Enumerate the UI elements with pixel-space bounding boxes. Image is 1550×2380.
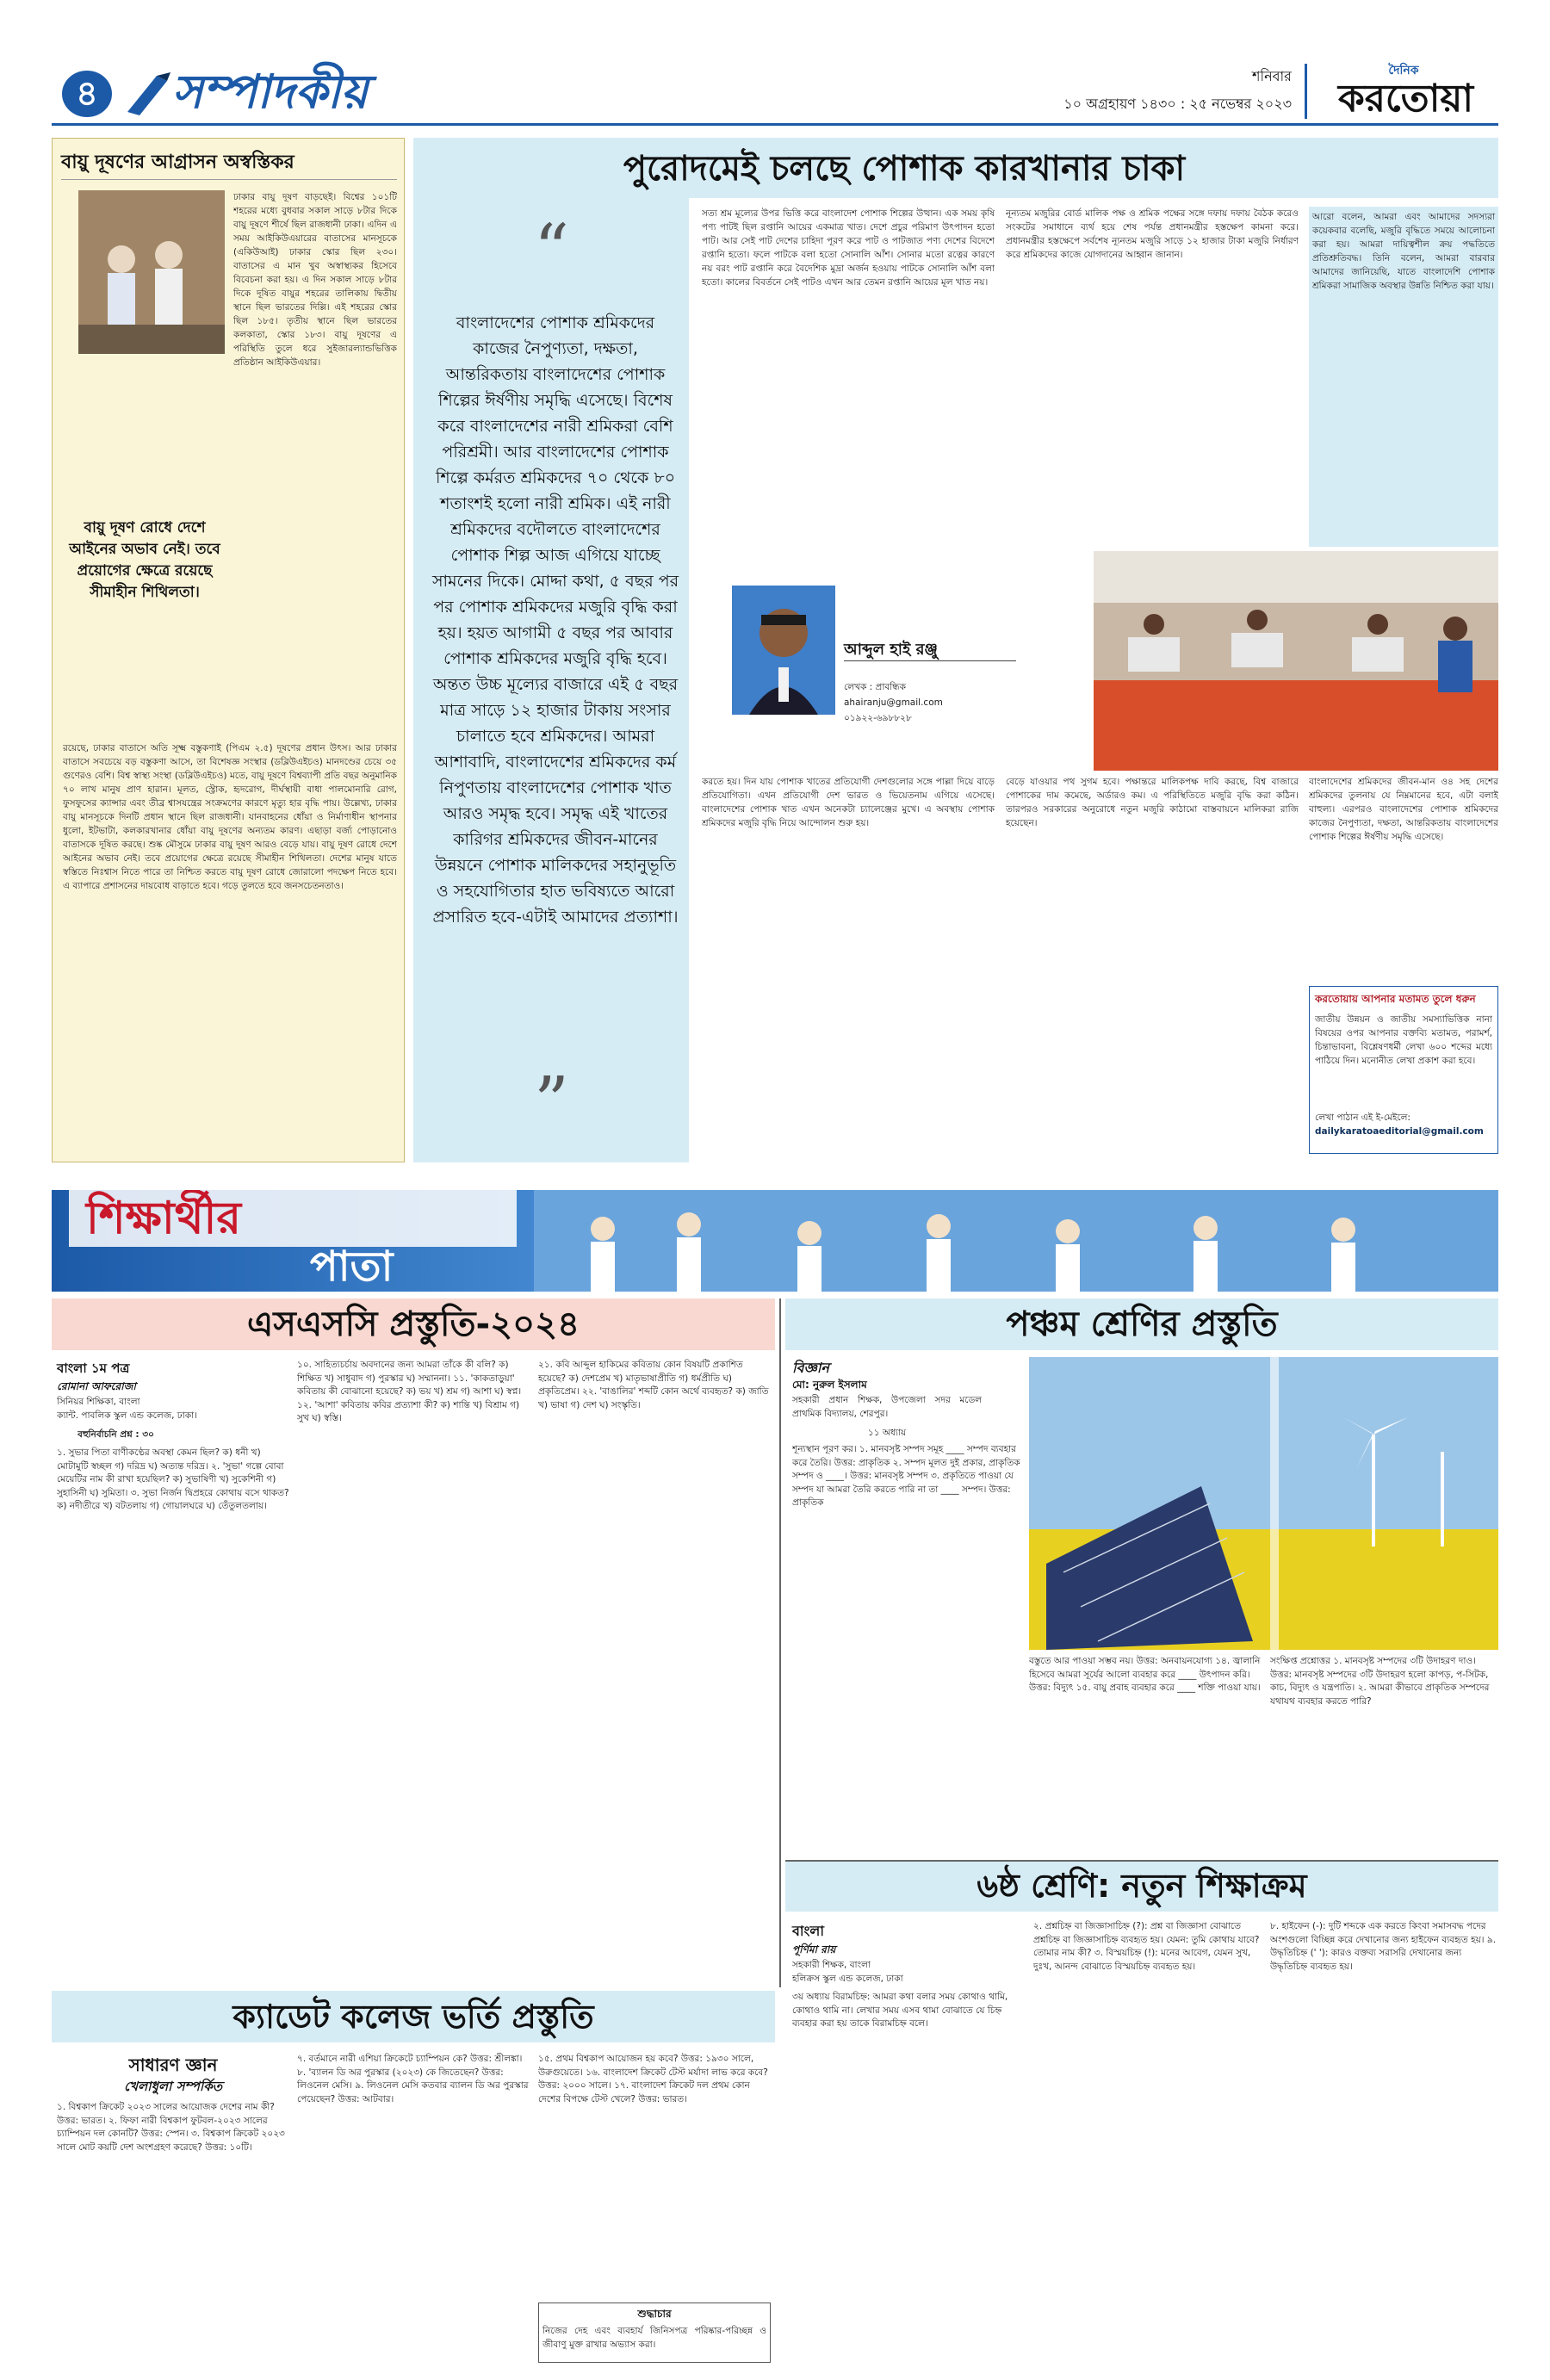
class5-questions-col2: বস্তুতে আর পাওয়া সম্ভব নয়। উত্তর: অনবায়নযোগ্য ১৪. জ্বালানি হিসেবে আমরা সূর্যের আলো ব্যবহার করে ____ উৎপাদন করি। উত্তর: বিদ্যুৎ ১৫. বায়ু প্রবাহ ব্যবহার করে ____ শক্তি পাওয়া যায়। xyxy=(1029,1656,1261,1693)
erratum-body: নিজের দেহ এবং ব্যবহার্য জিনিসপত্র পরিষ্কার-পরিচ্ছন্ন ও জীবাণু মুক্ত রাখার অভ্যাস করা। xyxy=(542,2326,766,2350)
ssc-subject: বাংলা ১ম পত্র xyxy=(57,1360,130,1376)
quote-open-icon: “ xyxy=(534,209,569,289)
editorial-col2: রয়েছে, ঢাকার বাতাসে অতি সূক্ষ্ম বস্তুকণাই (পিএম ২.৫) দূষণের প্রধান উৎস। আর ঢাকার বাতাসে সবচেয়ে বড় বস্তুকণা আসে, তা বিশেষজ্ঞ সংস্থার (ডব্লিউএইচও) মানদণ্ডের চেয়ে ৩৫ গুণেরও বেশি। বিশ্ব স্বাস্থ্য সংস্থা (ডব্লিউএইচও) মতে, বায়ু দূষণে বিশ্বব্যাপী প্রতি বছর অনুমানিক ৭০ লাখ মানুষ প্রাণ হারান। মূলত, স্ট্রোক, হৃদরোগ, দীর্ঘস্থায়ী বাধা পালমোনারি রোগ, ফুসফুসের ক্যান্সার এবং তীব্র শ্বাসযন্ত্রের সংক্রমণের কারণে মৃত্যু হার বৃদ্ধি পায়। উল্লেখ্য, ঢাকার বায়ু মানসূচকে দিনটি প্রধান স্থানে ছিল রাজধানী। যানবাহনের ধোঁয়া ও নির্মাণাধীন স্থাপনার ধুলো, ইটভাটা, কলকারখানার ধোঁয়া বায়ু দূষণের অন্যতম কারণ। এছাড়া বর্জ্য পোড়ানোও বাতাসকে দূষিত করছে। শুষ্ক মৌসুমে ঢাকার বায়ু দূষণ আরও বেড়ে যায়। বায়ু দূষণ রোধে দেশে আইনের অভাব নেই। তবে প্রয়োগের ক্ষেত্রে রয়েছে সীমাহীন শিথিলতা। দেশের মানুষ যাতে স্বস্তিতে নিঃশ্বাস নিতে পারে তা নিশ্চিত করতে বায়ু দূষণ রোধে জোরালো পদক্ষেপ নিতে হবে। এ ব্যাপারে প্রশাসনের দায়বোধ বাড়াতে হবে। গড়ে তুলতে হবে জনসচেতনতাও। xyxy=(63,743,397,891)
masthead-divider xyxy=(1305,64,1307,119)
editorial-col1: ঢাকার বায়ু দূষণ বাড়ছেই। বিশ্বের ১০১টি শহরের মধ্যে বুধবার সকাল সাড়ে ৮টার দিকে বায়ু দূষণে শীর্ষে ছিল রাজধানী ঢাকা। এদিন এ সময় আইকিউএয়ারের বাতাসের মানসূচকে (একিউআই) ঢাকার স্কোর ছিল ২৩০। বাতাসের এ মান খুব অস্বাস্থ্যকর হিসেবে বিবেচনা করা হয়। এ দিন সকাল সাড়ে ৮টার দিকে দূষিত বায়ুর শহরের তালিকায় দ্বিতীয় স্থানে ছিল ভারতের দিল্লি। এই শহরের স্কোর ছিল ১৮৫। তৃতীয় স্থানে ছিল ভারতের কলকাতা, স্কোর ১৮৩। বায়ু দূষণের এ পরিস্থিতি তুলে ধরে সুইজারল্যান্ডভিত্তিক প্রতিষ্ঠান আইকিউএয়ার। xyxy=(233,192,397,368)
page-number-badge: ৪ xyxy=(62,71,112,117)
editorial-box xyxy=(52,138,405,1162)
ssc-title: এসএসসি প্রস্তুতি-২০২৪ xyxy=(246,1305,580,1344)
ssc-questions-col3: ২১. কবি আব্দুল হাকিমের কবিতায় কোন বিষয়টি প্রকাশিত হয়েছে? ক) দেশপ্রেম খ) মাতৃভাষাপ্রীতি গ) ধর্মপ্রীতি ঘ) প্রকৃতিপ্রেম। ২২. 'বাঙালির' শব্দটি কোন অর্থে ব্যবহৃত? ক) জাতি খ) ভাষা গ) দেশ ঘ) সংস্কৃতি। xyxy=(538,1360,769,1410)
feedback-box xyxy=(1309,986,1498,1154)
banner-title-2: পাতা xyxy=(310,1243,394,1291)
cadet-subject: সাধারণ জ্ঞান xyxy=(128,2055,218,2075)
class5-chapter: ১১ অধ্যায় xyxy=(867,1428,907,1438)
class5-questions-col1: শূন্যস্থান পূরণ কর। ১. মানবসৃষ্ট সম্পদ সমূহ ____ সম্পদ ব্যবহার করে তৈরি। উত্তর: প্রাকৃতিক ২. সম্পদ মূলত দুই প্রকার, প্রাকৃতিক সম্পদ ও ____। উত্তর: মানবসৃষ্ট সম্পদ ৩. প্রকৃতিতে পাওয়া যে সম্পদ যা আমরা তৈরি করতে পারি না তা ____ সম্পদ। উত্তর: প্রাকৃতিক xyxy=(792,1444,1020,1508)
editorial-photo xyxy=(78,190,225,354)
class5-subject: বিজ্ঞান xyxy=(792,1360,829,1376)
section-title: সম্পাদকীয় xyxy=(172,65,369,119)
author-phone: ০১৯২২-৬৯৮৮২৮ xyxy=(844,713,912,723)
editorial-title: বায়ু দূষণের আগ্রাসন অস্বস্তিকর xyxy=(61,146,397,180)
ssc-school: ক্যান্ট. পাবলিক স্কুল এন্ড কলেজ, ঢাকা। xyxy=(57,1410,197,1421)
feedback-email[interactable]: dailykaratoaeditorial@gmail.com xyxy=(1315,1126,1484,1137)
class6-questions-col1: ৩য় অধ্যায় বিরামচিহ্ন: আমরা কথা বলার সময় কোথাও থামি, কোথাও থামি না। লেখার সময় এসব থামা বোঝাতে যে চিহ্ন ব্যবহার করা হয় তাকে বিরামচিহ্ন বলে। xyxy=(792,1992,1008,2029)
class6-teacher: পূর্ণিমা রায় xyxy=(792,1943,836,1955)
article-body-col4: করতে হয়। দিন যায় পোশাক খাতের প্রতিযোগী দেশগুলোর সঙ্গে পাল্লা দিয়ে বাড়ে প্রতিযোগিতা। এখন প্রতিযোগী দেশ ভারত ও ভিয়েতনাম এগিয়ে এসেছে। বাংলাদেশের পোশাক খাত এখন অনেকটা চ্যালেঞ্জের মুখে। এ অবস্থায় পোশাক শ্রমিকদের মজুরি বৃদ্ধি নিয়ে আন্দোলন শুরু হয়। xyxy=(702,777,995,828)
masthead-date: ১০ অগ্রহায়ণ ১৪৩০ : ২৫ নভেম্বর ২০২৩ xyxy=(1063,96,1292,112)
cadet-topic: খেলাধুলা সম্পর্কিত xyxy=(124,2079,222,2094)
ssc-divider xyxy=(779,1298,781,1987)
author-photo xyxy=(732,586,835,715)
banner-title-1: শিক্ষার্থীর xyxy=(69,1190,517,1247)
author-role: লেখক : প্রাবন্ধিক xyxy=(844,682,906,692)
author-name: আব্দুল হাই রঞ্জু xyxy=(844,637,1016,661)
class6-subject: বাংলা xyxy=(792,1923,824,1939)
banner-photo-strip xyxy=(534,1190,1498,1292)
article-body-col5: বেড়ে যাওয়ার পথ সুগম হবে। পক্ষান্তরে মালিকপক্ষ দাবি করছে, বিশ্ব বাজারে পোশাকের দাম কমেছে, অর্ডারও কম। এ পরিস্থিতিতে মজুরি বৃদ্ধি করা কঠিন। তারপরও সরকারের অনুরোধে নতুন মজুরি কাঠামো বাস্তবায়নে মালিকরা রাজি হয়েছেন। xyxy=(1006,777,1299,828)
quote-close-icon: ” xyxy=(534,1062,569,1142)
article-box xyxy=(413,138,1498,1162)
ssc-section-label: বহুনির্বাচনি প্রশ্ন : ৩০ xyxy=(78,1429,154,1440)
class5-title: পঞ্চম শ্রেণির প্রস্তুতি xyxy=(1006,1305,1278,1344)
article-headline: পুরোদমেই চলছে পোশাক কারখানার চাকা xyxy=(623,149,1186,189)
ssc-teacher-role: সিনিয়র শিক্ষিকা, বাংলা xyxy=(57,1397,140,1407)
cadet-questions-col2: ৭. বর্তমানে নারী এশিয়া ক্রিকেটে চ্যাম্পিয়ন কে? উত্তর: শ্রীলঙ্কা। ৮. 'ব্যালন ডি অর পুরস্কার (২০২৩) কে জিতেছেন? উত্তর: লিওনেল মেসি। ৯. লিওনেল মেসি কতবার ব্যালন ডি অর পুরস্কার পেয়েছেন? উত্তর: আটবার। xyxy=(297,2054,529,2104)
class6-questions-col3: ৮. হাইফেন (-): দুটি শব্দকে এক করতে কিংবা সমাসবদ্ধ পদের অংশগুলো বিচ্ছিন্ন করে দেখানোর জন্য হাইফেন ব্যবহৃত হয়। ৯. উদ্ধৃতিচিহ্ন (' '): কারও বক্তব্য সরাসরি দেখানোর জন্য উদ্ধৃতিচিহ্ন ব্যবহৃত হয়। xyxy=(1270,1921,1497,1972)
ssc-questions-col2: ১০. সাহিত্যচর্চায় অবদানের জন্য আমরা তাঁকে কী বলি? ক) শিক্ষিত খ) সাধুবাদ গ) পুরস্কার ঘ) সম্মাননা। ১১. 'কাকতাড়ুয়া' কবিতায় কী বোঝানো হয়েছে? ক) ভয় খ) শ্রম গ) আশা ঘ) স্বপ্ন। ১২. 'আশা' কবিতায় কবির প্রত্যাশা কী? ক) শান্তি খ) বিশ্রাম গ) সুখ ঘ) স্বস্তি। xyxy=(297,1360,522,1423)
class6-school: হলিক্রস স্কুল এন্ড কলেজ, ঢাকা xyxy=(792,1974,903,1984)
renewable-energy-photo xyxy=(1029,1357,1498,1650)
masthead xyxy=(52,59,1498,126)
pen-nib-icon xyxy=(121,67,172,119)
class5-teacher: মো: নুরুল ইসলাম xyxy=(792,1379,867,1391)
feedback-title: করতোয়ায় আপনার মতামত তুলে ধরুন xyxy=(1315,993,1476,1005)
feedback-email-label: লেখা পাঠান এই ই-মেইলে: xyxy=(1315,1113,1410,1123)
ssc-teacher: রোমানা আফরোজা xyxy=(57,1380,136,1392)
cadet-questions-col3: ১৫. প্রথম বিশ্বকাপ আয়োজন হয় কবে? উত্তর: ১৯৩০ সালে, উরুগুয়েতে। ১৬. বাংলাদেশ ক্রিকেট টেস্ট মর্যাদা লাভ করে কবে? উত্তর: ২০০০ সালে। ১৭. বাংলাদেশ ক্রিকেট দল প্রথম কোন দেশের বিপক্ষে টেস্ট খেলে? উত্তর: ভারত। xyxy=(538,2054,768,2104)
article-pull-quote: বাংলাদেশের পোশাক শ্রমিকদের কাজের নৈপুণ্যতা, দক্ষতা, আন্তরিকতায় বাংলাদেশের পোশাক শিল্পের ঈর্ষণীয় সমৃদ্ধি এসেছে। বিশেষ করে বাংলাদেশের নারী শ্রমিকরা বেশি পরিশ্রমী। আর বাংলাদেশের পোশাক শিল্পে কর্মরত শ্রমিকদের ৭০ থেকে ৮০ শতাংশই হলো নারী শ্রমিক। এই নারী শ্রমিকদের বদৌলতে বাংলাদেশের পোশাক শিল্প আজ এগিয়ে যাচ্ছে সামনের দিকে। মোদ্দা কথা, ৫ বছর পর পর পোশাক শ্রমিকদের মজুরি বৃদ্ধি করা হয়। হয়ত আগামী ৫ বছর পর আবার পোশাক শ্রমিকদের মজুরি বৃদ্ধি হবে। অন্তত উচ্চ মূল্যের বাজারে এই ৫ বছর মাত্র সাড়ে ১২ হাজার টাকায় সংসার চালাতে হবে শ্রমিকদের। আমরা আশাবাদি, বাংলাদেশের শ্রমিকদের কর্ম নিপুণতায় বাংলাদেশের পোশাক খাত আরও সমৃদ্ধ হবে। সমৃদ্ধ এই খাতের কারিগর শ্রমিকদের জীবন-মানের উন্নয়নে পোশাক মালিকদের সহানুভূতি ও সহযোগিতার হাত ভবিষ্যতে আরো প্রসারিত হবে-এটাই আমাদের প্রত্যাশা। xyxy=(431,313,679,927)
class5-teacher-role: সহকারী প্রধান শিক্ষক, উপজেলা সদর মডেল প্রাথমিক বিদ্যালয়, শেরপুর। xyxy=(792,1395,982,1419)
article-body-col2: নূন্যতম মজুরির বোর্ড মালিক পক্ষ ও শ্রমিক পক্ষের সঙ্গে দফায় দফায় বৈঠক করেও সংকটের সমাধানে ব্যর্থ হয়ে শেষ পর্যন্ত প্রধানমন্ত্রীর হস্তক্ষেপ কামনা করে। প্রধানমন্ত্রীর হস্তক্ষেপে সর্বশেষ ন্যূনতম মজুরি সাড়ে ১২ হাজার টাকা মজুরি নির্ধারণ করে শ্রমিকদের কাজে যোগদানের আহ্বান জানান। xyxy=(1006,208,1299,260)
ssc-questions-col1: ১. সুভার পিতা বাণীকণ্ঠের অবস্থা কেমন ছিল? ক) ধনী খ) মোটামুটি স্বচ্ছল গ) দরিদ্র ঘ) অত্যন্ত দরিদ্র। ২. 'সুভা' গল্পে বোবা মেয়েটির নাম কী রাখা হয়েছিল? ক) সুভাষিণী খ) সুকেশিনী গ) সুহাসিনী ঘ) সুমিতা। ৩. সুভা নির্জন দ্বিপ্রহরে কোথায় বসে থাকত? ক) নদীতীরে খ) বটতলায় গ) গোয়ালঘরে ঘ) তেঁতুলতলায়। xyxy=(57,1447,289,1511)
erratum-box xyxy=(538,2303,771,2363)
article-body-col1: সত্য শ্রম মূল্যের উপর ভিত্তি করে বাংলাদেশ পোশাক শিল্পের উত্থান। এক সময় কৃষি পণ্য পাটই ছিল রপ্তানি আয়ের একমাত্র খাত। দেশে প্রচুর পরিমাণ উৎপাদন হতো পাট। আর সেই পাট দেশের চাহিদা পূরণ করে পাট ও পাটজাত পণ্য দেশের বিদেশে রপ্তানি হতো। ফলে পাটকে বলা হতো সোনালি আঁশ। সোনার মতো রত্নের কারণে নয় বরং পাট রপ্তানি করে বৈদেশিক মুদ্রা অর্জন হওয়ায় পাটকে সোনালি আঁশ বলা হতো। কালের বিবর্তনে সেই পাটও এখন আর তেমন রপ্তানি আয়ের মূল খাত নয়। xyxy=(702,208,995,288)
article-body-col6: বাংলাদেশের শ্রমিকদের জীবন-মান ও৪ সহ দেশের শ্রমিকদের তুলনায় যে নিম্নমানের হবে, এটা বলাই বাহুল্য। এরপরও বাংলাদেশের পোশাক শ্রমিকদের কাজের নৈপুণ্যতা, দক্ষতা, আন্তরিকতায় বাংলাদেশের পোশাক শিল্পের ঈর্ষণীয় সমৃদ্ধি এসেছে। xyxy=(1309,777,1498,842)
author-email: ahairanju@gmail.com xyxy=(844,697,943,708)
newspaper-label-small: দৈনিক xyxy=(1388,64,1419,77)
class5-questions-col3: সংক্ষিপ্ত প্রশ্নোত্তর ১. মানবসৃষ্ট সম্পদের ৩টি উদাহরণ দাও। উত্তর: মানবসৃষ্ট সম্পদের ৩টি উদাহরণ হলো কাপড়, প-সিটক, কাচ, বিদ্যুৎ ও যন্ত্রপাতি। ২. আমরা কীভাবে প্রাকৃতিক সম্পদের যথাযথ ব্যবহার করতে পারি? xyxy=(1270,1656,1490,1707)
editorial-pull-quote: বায়ু দূষণ রোধে দেশে আইনের অভাব নেই। তবে প্রয়োগের ক্ষেত্রে রয়েছে সীমাহীন শিথিলতা। xyxy=(69,519,220,601)
garment-factory-photo xyxy=(1094,551,1498,771)
class6-questions-col2: ২. প্রশ্নচিহ্ন বা জিজ্ঞাসাচিহ্ন (?): প্রশ্ন বা জিজ্ঞাসা বোঝাতে প্রশ্নচিহ্ন বা জিজ্ঞাসাচিহ্ন ব্যবহৃত হয়। যেমন: তুমি কোথায় যাবে? তোমার নাম কী? ৩. বিস্ময়চিহ্ন (!): মনের আবেগ, যেমন সুখ, দুঃখ, আনন্দ বোঝাতে বিস্ময়চিহ্ন ব্যবহৃত হয়। xyxy=(1033,1921,1260,1972)
erratum-title: শুদ্ধাচার xyxy=(637,2308,672,2320)
feedback-body: জাতীয় উন্নয়ন ও জাতীয় সমস্যাভিত্তিক নানা বিষয়ের ওপর আপনার বক্তব্যি মতামত, পরামর্শ, চিন্তাভাবনা, বিশ্লেষণধর্মী লেখা ৬০০ শব্দের মধ্যে পাঠিয়ে দিন। মনোনীত লেখা প্রকাশ করা হবে। xyxy=(1315,1014,1492,1066)
class6-title: ৬ষ্ঠ শ্রেণি: নতুন শিক্ষাক্রম xyxy=(976,1867,1307,1905)
newspaper-logo: করতোয়া xyxy=(1337,77,1474,121)
student-banner xyxy=(52,1190,1498,1292)
class6-teacher-role: সহকারী শিক্ষক, বাংলা xyxy=(792,1960,871,1970)
article-body-col3: আরো বলেন, আমরা এবং আমাদের সদস্যরা কয়েকবার বলেছি, মজুরি বৃদ্ধিতে সময়ে আলোচনা করা হয়। আমরা দায়িত্বশীল ক্রয় পদ্ধতিতে প্রতিশ্রুতিবদ্ধ। তিনি বলেন, আমরা বারবার আমাদের জানিয়েছি, যাতে বাংলাদেশি পোশাক শ্রমিকরা সামাজিক অবস্থার উন্নতি নিশ্চিত করা যায়। xyxy=(1309,207,1498,547)
masthead-day: শনিবার xyxy=(1252,68,1292,84)
cadet-title: ক্যাডেট কলেজ ভর্তি প্রস্তুতি xyxy=(232,1998,594,2036)
cadet-questions-col1: ১. বিশ্বকাপ ক্রিকেট ২০২৩ সালের আয়োজক দেশের নাম কী? উত্তর: ভারত। ২. ফিফা নারী বিশ্বকাপ ফুটবল-২০২৩ সালের চ্যাম্পিয়ন দল কোনটি? উত্তর: স্পেন। ৩. বিশ্বকাপ ক্রিকেট ২০২৩ সালে মোট কয়টি দেশ অংশগ্রহণ করেছে? উত্তর: ১০টি। xyxy=(57,2102,285,2153)
